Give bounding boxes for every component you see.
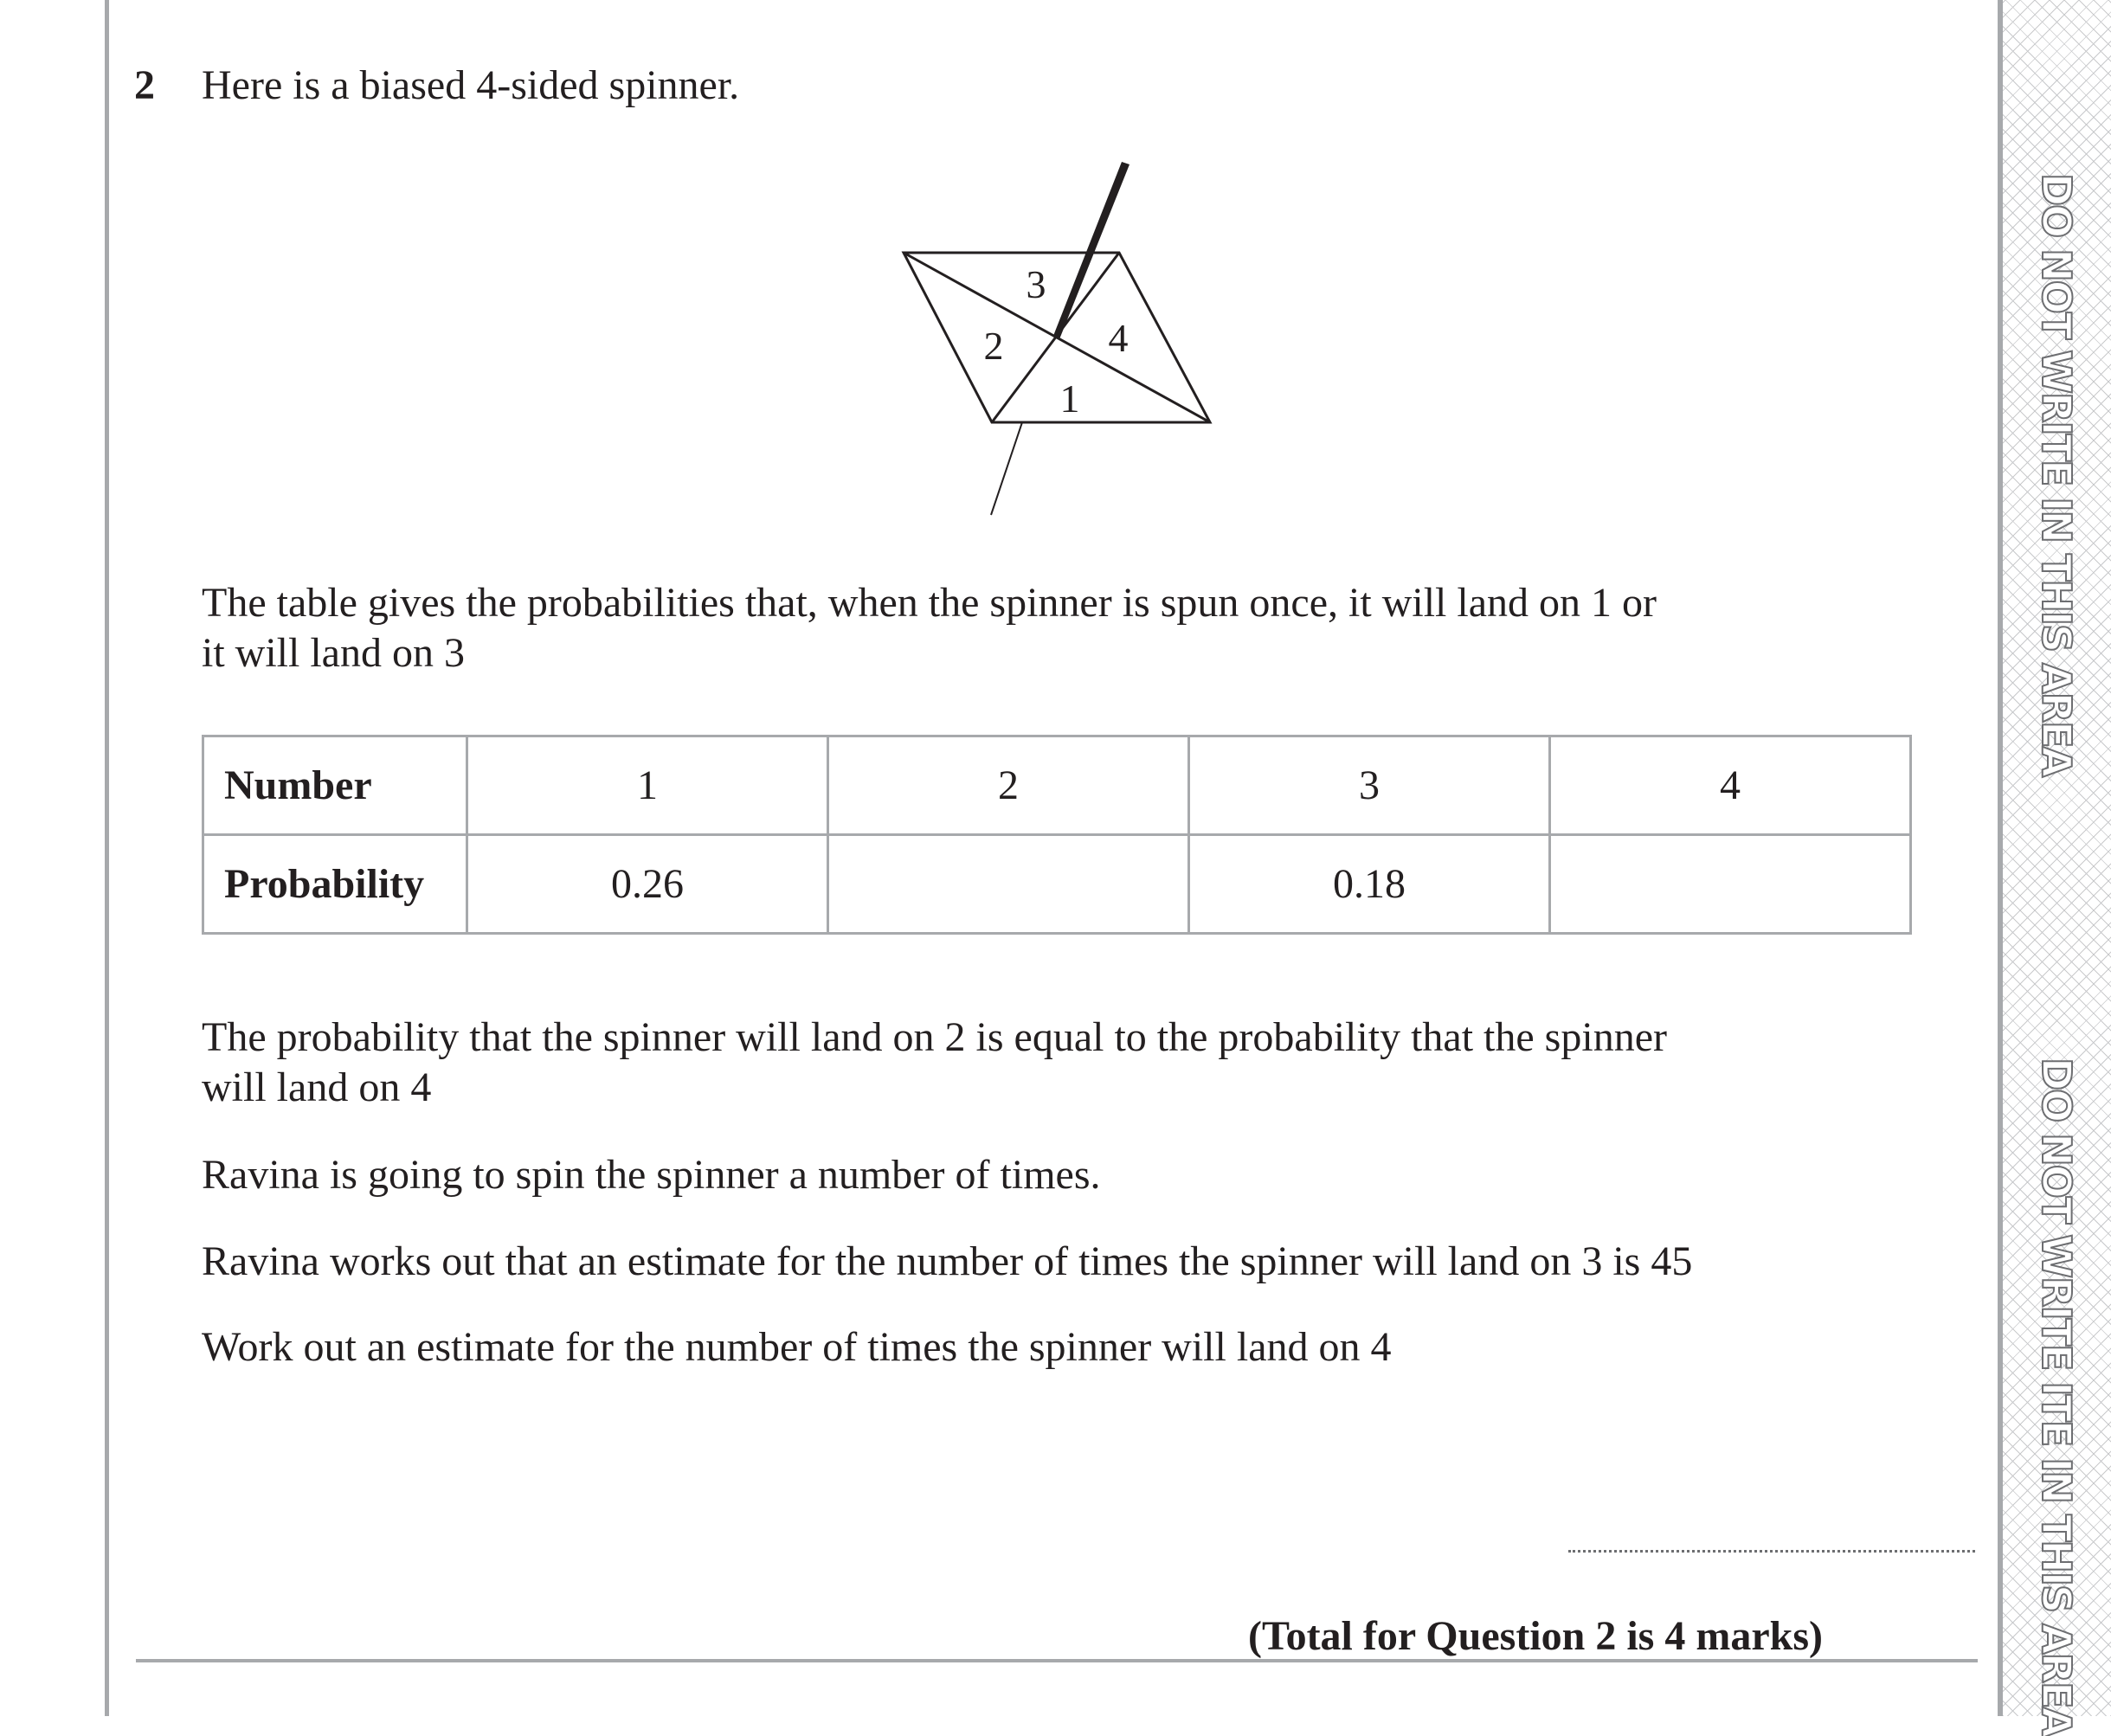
table-intro-line1: The table gives the probabilities that, when the spinner is spun once, it will land on 1 or [202, 580, 1657, 626]
ravina-spin-text: Ravina is going to spin the spinner a number of times. [202, 1152, 1101, 1198]
equal-probability-line2: will land on 4 [202, 1064, 432, 1110]
number-cell-4: 4 [1550, 736, 1911, 835]
table-intro-line2: it will land on 3 [202, 630, 465, 676]
table-row-number [203, 736, 1911, 835]
task-text: Work out an estimate for the number of times the spinner will land on 4 [202, 1324, 1392, 1370]
ravina-estimate-text: Ravina works out that an estimate for the number of times the spinner will land on 3 is 45 [202, 1238, 1693, 1284]
table-row-probability [203, 835, 1911, 934]
probability-cell-3: 0.18 [1189, 835, 1550, 934]
question-intro: Here is a biased 4-sided spinner. [202, 62, 740, 108]
row-header-probability: Probability [203, 835, 467, 934]
probability-cell-4 [1550, 835, 1911, 934]
spinner-label-1: 1 [1059, 376, 1080, 421]
spinner-stick-top [1053, 162, 1130, 339]
spinner-label-4: 4 [1108, 316, 1129, 360]
left-margin-line [105, 0, 109, 1716]
do-not-write-label-bottom: DO NOT WRITE ITE IN THIS AREA [2033, 1058, 2080, 1736]
question-end-rule [136, 1659, 1978, 1662]
spinner-diagram [891, 147, 1238, 528]
spinner-label-3: 3 [1026, 262, 1046, 306]
do-not-write-label-top: DO NOT WRITE IN THIS AREA [2033, 173, 2080, 776]
row-header-number: Number [203, 736, 467, 835]
probability-table [202, 735, 1912, 935]
number-cell-3: 3 [1189, 736, 1550, 835]
question-number: 2 [134, 62, 155, 108]
answer-line[interactable] [1568, 1550, 1975, 1553]
number-cell-1: 1 [467, 736, 828, 835]
number-cell-2: 2 [828, 736, 1189, 835]
probability-cell-1: 0.26 [467, 835, 828, 934]
equal-probability-line1: The probability that the spinner will land on 2 is equal to the probability that the spinner [202, 1014, 1667, 1060]
spinner-stick-bottom [991, 422, 1022, 515]
spinner-diagonal-2 [992, 253, 1119, 422]
total-marks: (Total for Question 2 is 4 marks) [1247, 1613, 1823, 1659]
spinner-label-2: 2 [983, 324, 1004, 368]
probability-cell-2 [828, 835, 1189, 934]
